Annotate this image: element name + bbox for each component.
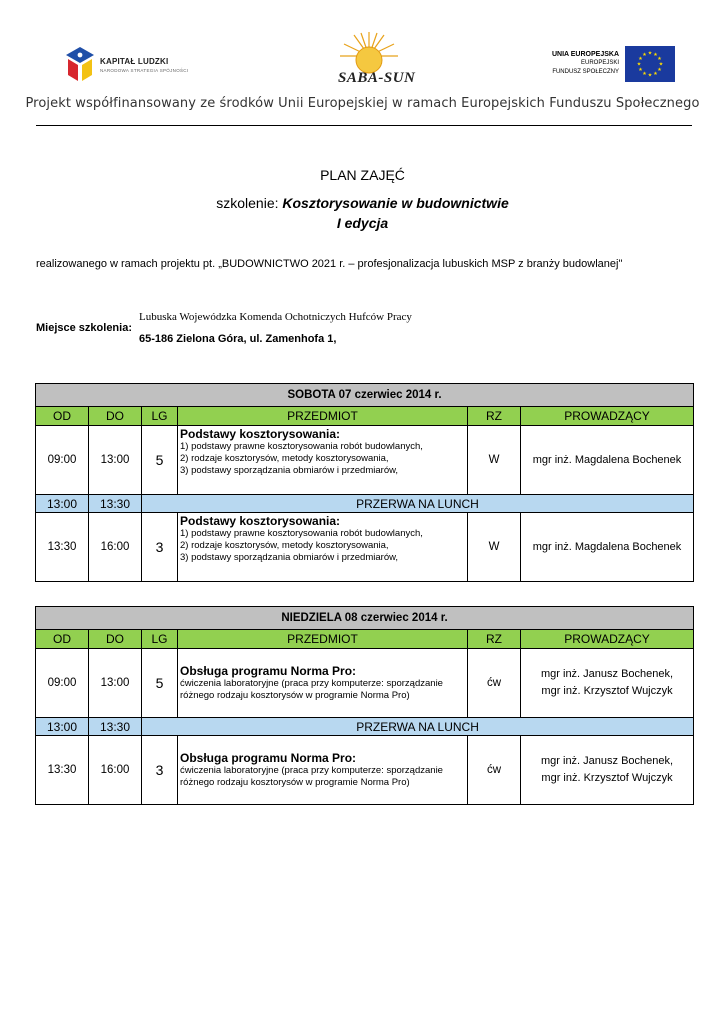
start-time: 13:30 bbox=[36, 736, 89, 805]
project-statement: realizowanego w ramach projektu pt. „BUDOWNICTWO 2021 r. – profesjonalizacja lubuskich MSP z branży budowlanej" bbox=[36, 258, 623, 270]
svg-text:★: ★ bbox=[638, 67, 643, 73]
start-time: 13:30 bbox=[36, 513, 89, 582]
break-start: 13:00 bbox=[36, 718, 89, 736]
col-rz: RZ bbox=[468, 407, 521, 426]
svg-text:★: ★ bbox=[653, 52, 658, 58]
subject-line: 3) podstawy sporządzania obmiarów i przedmiarów, bbox=[180, 465, 399, 476]
hours-count: 3 bbox=[142, 736, 178, 805]
end-time: 13:00 bbox=[89, 649, 142, 718]
trainer-name: mgr inż. Krzysztof Wujczyk bbox=[541, 772, 673, 784]
place-institution: Lubuska Wojewódzka Komenda Ochotniczych Hufców Pracy bbox=[139, 311, 412, 323]
eu-logo bbox=[545, 46, 675, 86]
class-type: W bbox=[468, 426, 521, 495]
day-title: NIEDZIELA 08 czerwiec 2014 r. bbox=[36, 607, 694, 630]
class-type: W bbox=[468, 513, 521, 582]
eu-line1: UNIA EUROPEJSKA bbox=[551, 51, 619, 58]
subject-line: ćwiczenia laboratoryjne (praca przy komputerze: sporządzanie bbox=[180, 678, 443, 689]
svg-text:★: ★ bbox=[658, 61, 664, 68]
training-edition: I edycja bbox=[336, 215, 389, 231]
trainer-cell bbox=[521, 649, 694, 718]
col-subject: PRZEDMIOT bbox=[178, 630, 468, 649]
header-divider bbox=[36, 125, 692, 126]
start-time: 09:00 bbox=[36, 649, 89, 718]
subject-line: różnego rodzaju kosztorysów w programie Norma Pro) bbox=[180, 777, 410, 788]
subject-line: ćwiczenia laboratoryjne (praca przy komputerze: sporządzanie bbox=[180, 765, 443, 776]
trainer-name: mgr inż. Janusz Bochenek, bbox=[541, 668, 674, 680]
subject-line: różnego rodzaju kosztorysów w programie Norma Pro) bbox=[180, 690, 410, 701]
svg-text:★: ★ bbox=[657, 56, 662, 62]
session-row bbox=[36, 649, 694, 718]
col-do: DO bbox=[89, 407, 142, 426]
break-label: PRZERWA NA LUNCH bbox=[142, 718, 694, 736]
day-title: SOBOTA 07 czerwiec 2014 r. bbox=[36, 384, 694, 407]
subject-title: Podstawy kosztorysowania: bbox=[180, 514, 341, 528]
svg-text:★: ★ bbox=[647, 50, 653, 57]
kapital-ludzki-logo bbox=[66, 45, 189, 87]
end-time: 13:00 bbox=[89, 426, 142, 495]
svg-text:★: ★ bbox=[642, 71, 647, 77]
start-time: 09:00 bbox=[36, 426, 89, 495]
place-label: Miejsce szkolenia: bbox=[36, 322, 132, 334]
subject-cell bbox=[178, 649, 468, 718]
eu-flag-icon bbox=[625, 46, 675, 82]
training-title bbox=[0, 195, 725, 211]
svg-text:★: ★ bbox=[638, 56, 643, 62]
break-row bbox=[36, 495, 694, 513]
subject-title: Podstawy kosztorysowania: bbox=[180, 427, 341, 441]
break-row bbox=[36, 718, 694, 736]
place-address: 65-186 Zielona Góra, ul. Zamenhofa 1, bbox=[139, 333, 337, 345]
schedule-table-sunday bbox=[35, 606, 694, 805]
col-od: OD bbox=[36, 407, 89, 426]
col-do: DO bbox=[89, 630, 142, 649]
hours-count: 5 bbox=[142, 426, 178, 495]
saba-sun-logo bbox=[326, 30, 446, 94]
subject-cell bbox=[178, 513, 468, 582]
col-lg: LG bbox=[142, 630, 178, 649]
plan-title: PLAN ZAJĘĆ bbox=[320, 167, 405, 183]
svg-text:★: ★ bbox=[647, 72, 653, 79]
saba-sun-name: SABA-SUN bbox=[338, 70, 416, 86]
svg-text:★: ★ bbox=[657, 67, 662, 73]
training-name: Kosztorysowanie w budownictwie bbox=[282, 195, 509, 211]
eu-line3: FUNDUSZ SPOŁECZNY bbox=[552, 69, 619, 75]
col-trainer: PROWADZĄCY bbox=[521, 630, 694, 649]
svg-text:★: ★ bbox=[653, 71, 658, 77]
col-rz: RZ bbox=[468, 630, 521, 649]
subject-title: Obsługa programu Norma Pro: bbox=[180, 751, 357, 765]
subject-line: 2) rodzaje kosztorysów, metody kosztorysowania, bbox=[180, 540, 389, 551]
subject-title: Obsługa programu Norma Pro: bbox=[180, 664, 357, 678]
kapital-ludzki-name: KAPITAŁ LUDZKI bbox=[100, 57, 169, 66]
break-end: 13:30 bbox=[89, 495, 142, 513]
subject-cell bbox=[178, 426, 468, 495]
trainer-cell bbox=[521, 513, 694, 582]
session-row bbox=[36, 513, 694, 582]
break-label: PRZERWA NA LUNCH bbox=[142, 495, 694, 513]
kapital-ludzki-emblem-icon bbox=[66, 47, 94, 83]
col-lg: LG bbox=[142, 407, 178, 426]
class-type: ćw bbox=[468, 649, 521, 718]
end-time: 16:00 bbox=[89, 736, 142, 805]
svg-text:★: ★ bbox=[636, 61, 642, 68]
class-type: ćw bbox=[468, 736, 521, 805]
col-od: OD bbox=[36, 630, 89, 649]
subject-line: 1) podstawy prawne kosztorysowania robót budowlanych, bbox=[180, 528, 423, 539]
trainer-name: mgr inż. Janusz Bochenek, bbox=[541, 755, 674, 767]
trainer-name: mgr inż. Magdalena Bochenek bbox=[532, 540, 682, 553]
trainer-name: mgr inż. Krzysztof Wujczyk bbox=[541, 685, 673, 697]
trainer-cell bbox=[521, 426, 694, 495]
session-row bbox=[36, 426, 694, 495]
subject-line: 1) podstawy prawne kosztorysowania robót budowlanych, bbox=[180, 441, 423, 452]
break-start: 13:00 bbox=[36, 495, 89, 513]
subject-line: 2) rodzaje kosztorysów, metody kosztorysowania, bbox=[180, 453, 389, 464]
subject-cell bbox=[178, 736, 468, 805]
schedule-table-saturday bbox=[35, 383, 694, 582]
trainer-cell bbox=[521, 736, 694, 805]
eu-line2: EUROPEJSKI bbox=[580, 60, 619, 66]
end-time: 16:00 bbox=[89, 513, 142, 582]
svg-text:★: ★ bbox=[642, 52, 647, 58]
kapital-ludzki-subtitle: NARODOWA STRATEGIA SPÓJNOŚCI bbox=[100, 68, 189, 73]
break-end: 13:30 bbox=[89, 718, 142, 736]
trainer-name: mgr inż. Magdalena Bochenek bbox=[532, 453, 682, 466]
cofunding-statement: Projekt współfinansowany ze środków Unii Europejskiej w ramach Europejskich Funduszu Społecznego bbox=[25, 96, 700, 111]
hours-count: 5 bbox=[142, 649, 178, 718]
session-row bbox=[36, 736, 694, 805]
col-subject: PRZEDMIOT bbox=[178, 407, 468, 426]
subject-line: 3) podstawy sporządzania obmiarów i przedmiarów, bbox=[180, 552, 399, 563]
training-prefix: szkolenie: bbox=[216, 195, 283, 211]
col-trainer: PROWADZĄCY bbox=[521, 407, 694, 426]
hours-count: 3 bbox=[142, 513, 178, 582]
